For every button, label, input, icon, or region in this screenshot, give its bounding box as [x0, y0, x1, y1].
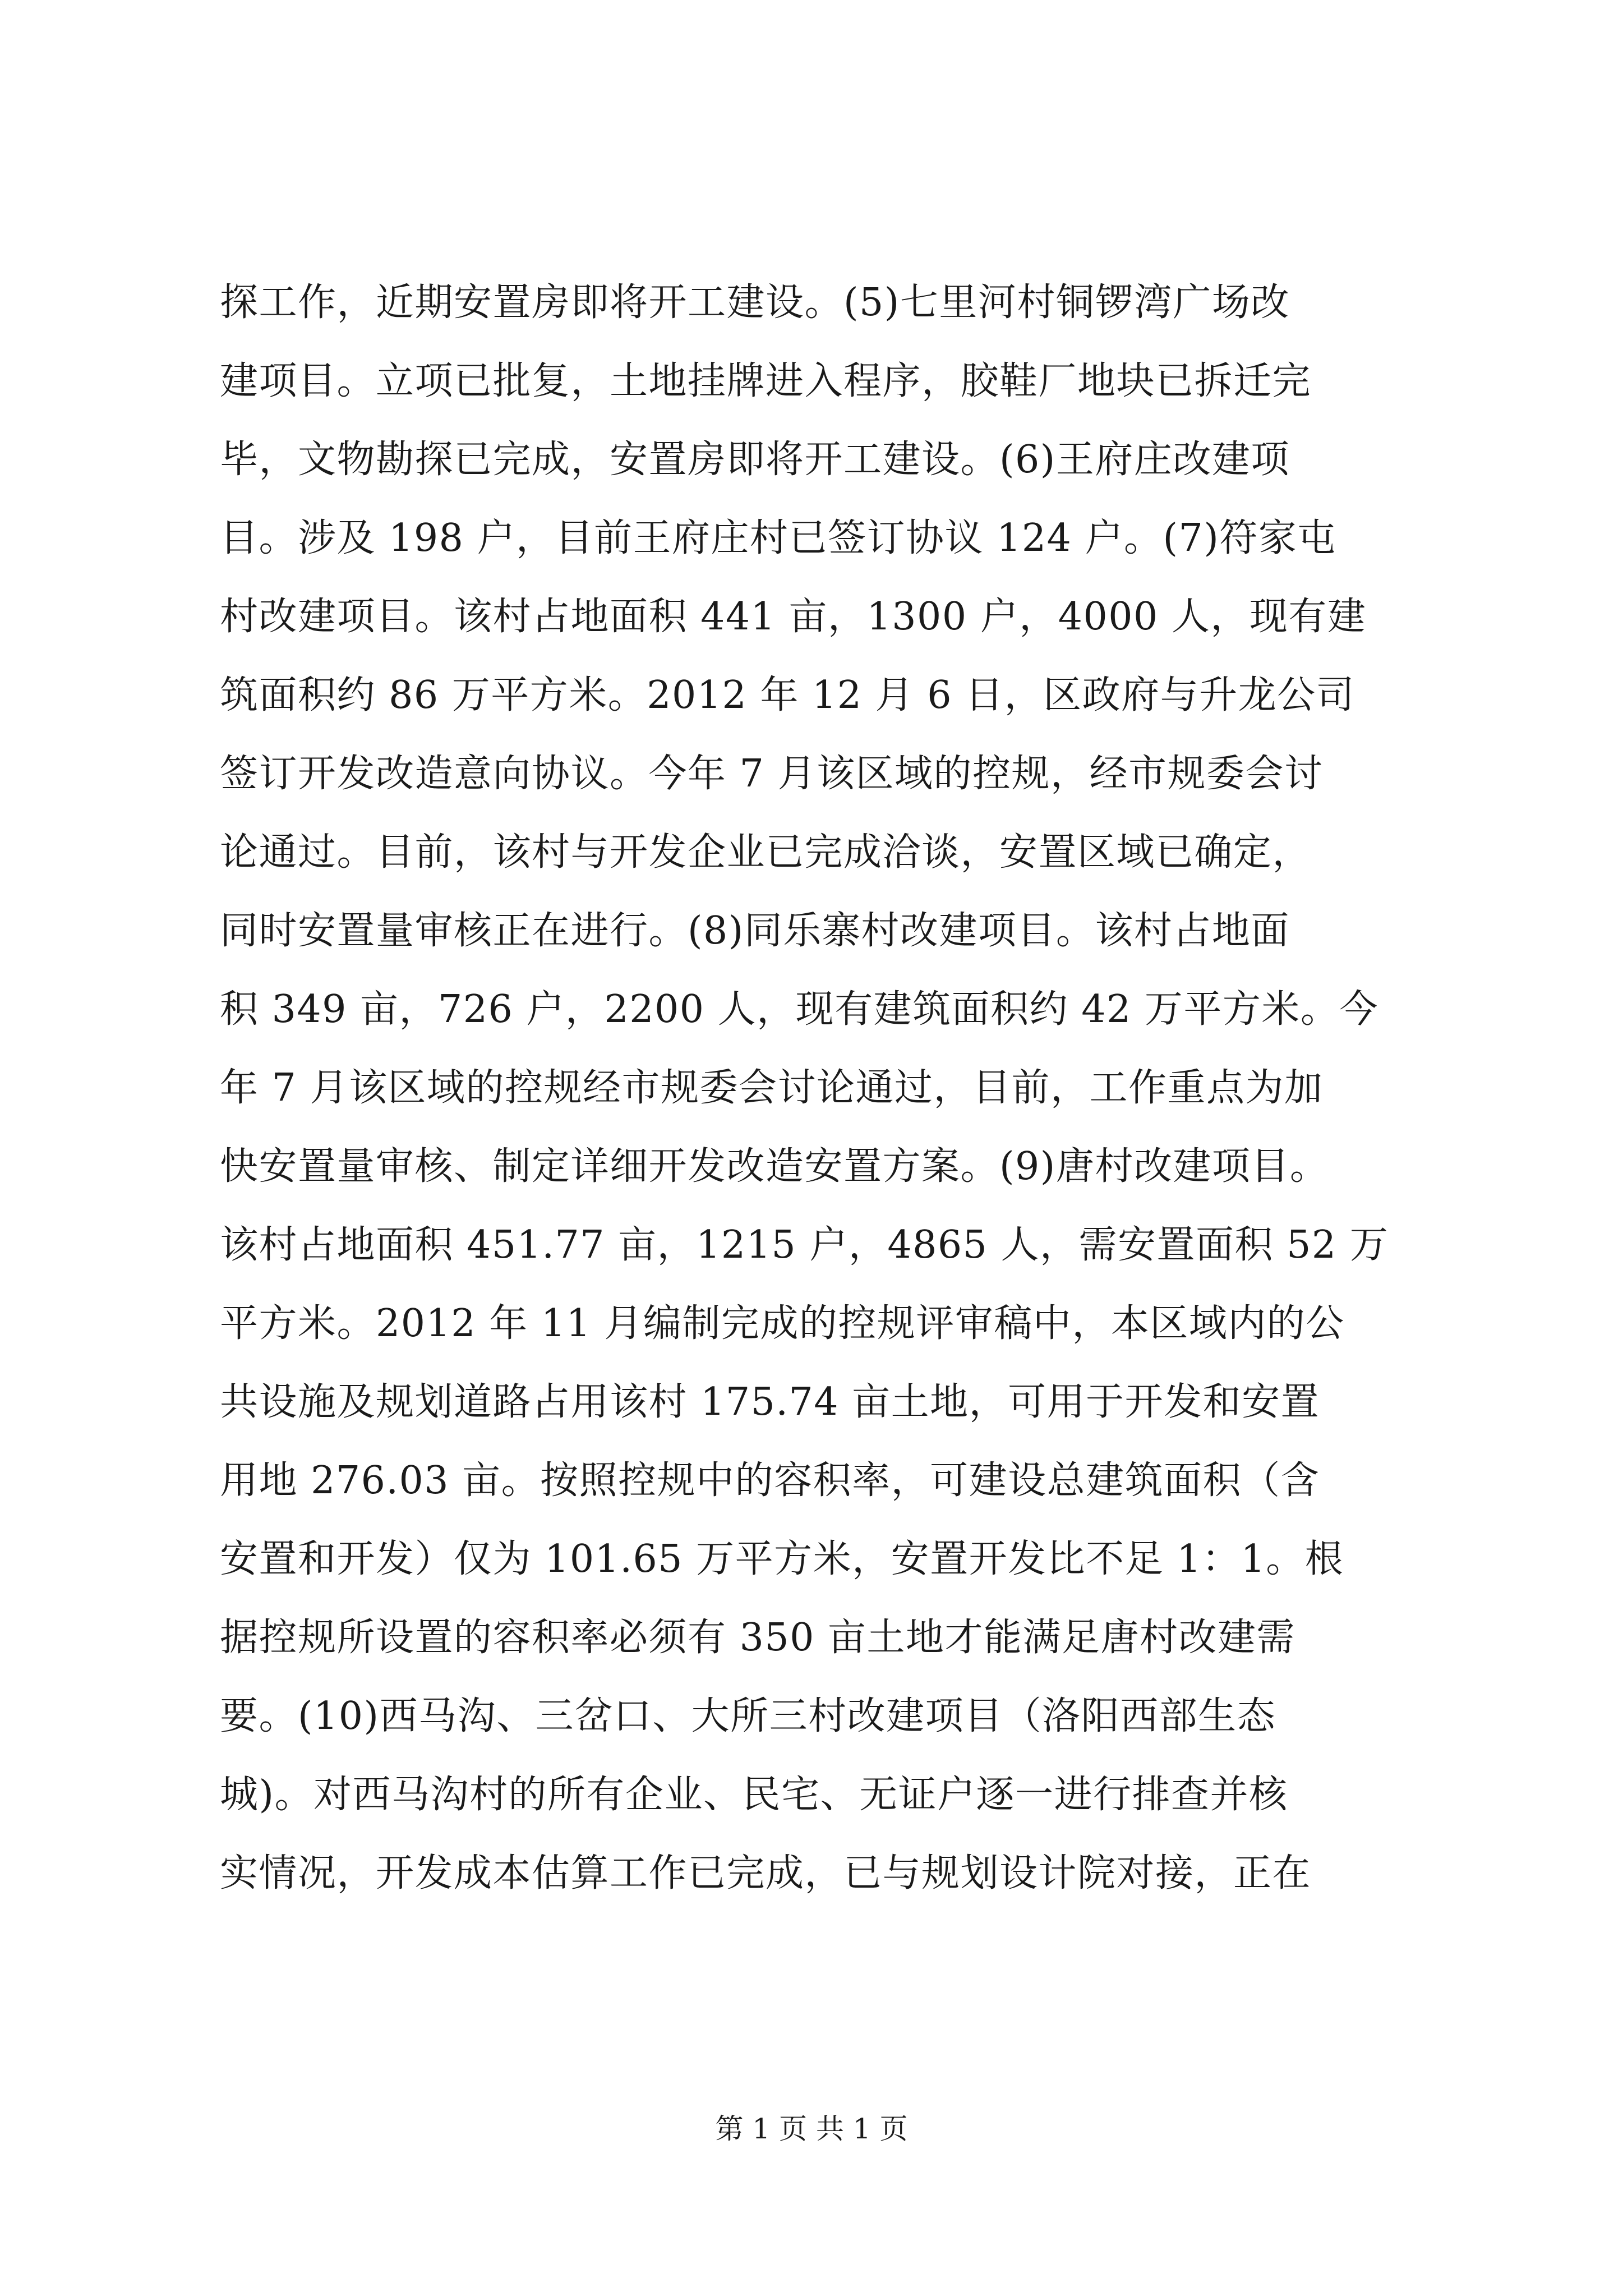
text-line: 用地 276.03 亩。按照控规中的容积率，可建设总建筑面积（含: [220, 1458, 1320, 1503]
text-line: 签订开发改造意向协议。今年 7 月该区域的控规，经市规委会讨: [220, 752, 1324, 796]
text-line: 安置和开发）仅为 101.65 万平方米，安置开发比不足 1：1。根: [220, 1537, 1344, 1581]
text-line: 毕，文物勘探已完成，安置房即将开工建设。(6)王府庄改建项: [220, 438, 1290, 482]
text-line: 筑面积约 86 万平方米。2012 年 12 月 6 日，区政府与升龙公司: [220, 673, 1355, 717]
text-line: 目。涉及 198 户，目前王府庄村已签订协议 124 户。(7)符家屯: [220, 516, 1336, 560]
text-line: 据控规所设置的容积率必须有 350 亩土地才能满足唐村改建需: [220, 1616, 1296, 1660]
text-line: 平方米。2012 年 11 月编制完成的控规评审稿中，本区域内的公: [220, 1301, 1345, 1346]
text-line: 建项目。立项已批复，土地挂牌进入程序，胶鞋厂地块已拆迁完: [220, 359, 1312, 403]
text-line: 同时安置量审核正在进行。(8)同乐寨村改建项目。该村占地面: [220, 909, 1290, 953]
document-body: [220, 264, 1420, 1913]
text-line: 村改建项目。该村占地面积 441 亩，1300 户，4000 人，现有建: [220, 595, 1367, 639]
text-line: 城)。对西马沟村的所有企业、民宅、无证户逐一进行排查并核: [220, 1773, 1288, 1817]
text-line: 快安置量审核、制定详细开发改造安置方案。(9)唐村改建项目。: [220, 1144, 1329, 1189]
page-number-footer: 第 1 页 共 1 页: [715, 2113, 908, 2145]
text-line: 年 7 月该区域的控规经市规委会讨论通过，目前，工作重点为加: [220, 1066, 1324, 1110]
text-line: 实情况，开发成本估算工作已完成，已与规划设计院对接，正在: [220, 1851, 1312, 1895]
text-line: 论通过。目前，该村与开发企业已完成洽谈，安置区域已确定，: [220, 830, 1312, 875]
text-line: 积 349 亩，726 户，2200 人，现有建筑面积约 42 万平方米。今: [220, 987, 1378, 1032]
text-line: 共设施及规划道路占用该村 175.74 亩土地，可用于开发和安置: [220, 1380, 1320, 1424]
text-line: 探工作，近期安置房即将开工建设。(5)七里河村铜锣湾广场改: [220, 280, 1290, 325]
text-line: 该村占地面积 451.77 亩，1215 户，4865 人，需安置面积 52 万: [220, 1223, 1389, 1267]
text-line: 要。(10)西马沟、三岔口、大所三村改建项目（洛阳西部生态: [220, 1694, 1276, 1738]
